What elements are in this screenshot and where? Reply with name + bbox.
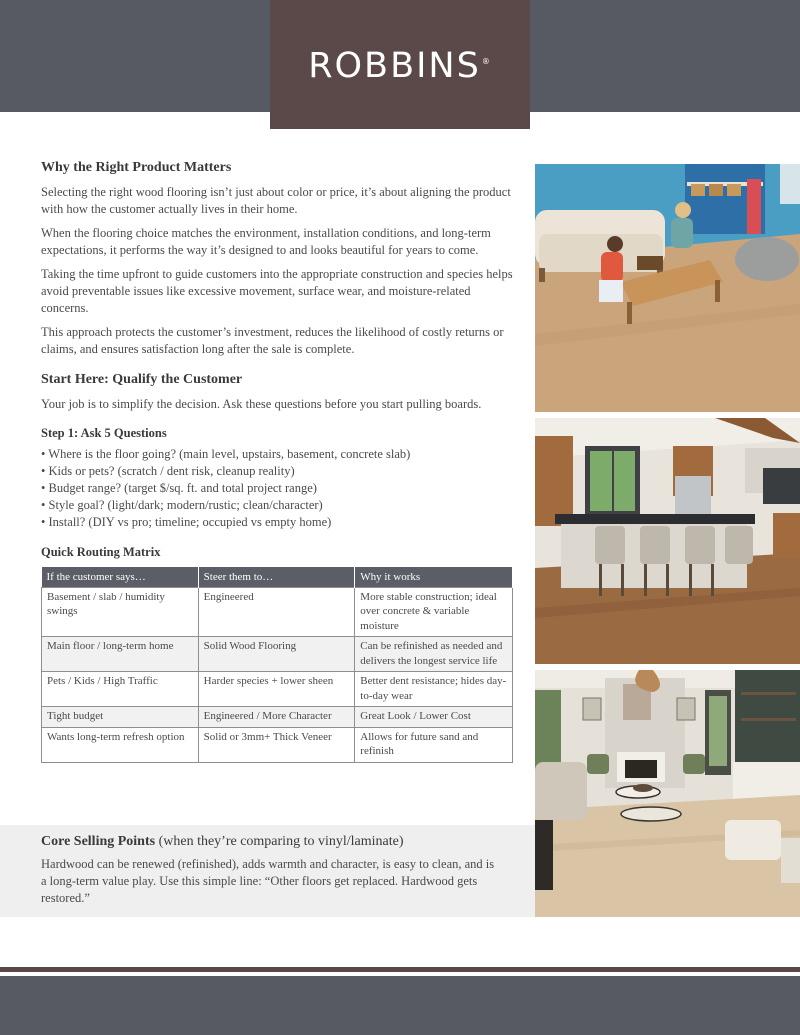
intro-paragraph: This approach protects the customer’s investment, reduces the likelihood of costly returns or claims, and ensures satisfaction long after the sale is complete. bbox=[41, 325, 504, 356]
table-row bbox=[42, 707, 513, 728]
table-row bbox=[42, 727, 513, 762]
intro-paragraph: When the flooring choice matches the environment, installation conditions, and long-term expectations, it performs the way it’s designed to and looks beautiful for years to come. bbox=[41, 226, 491, 257]
table-cell: Allows for future sand and refinish bbox=[355, 727, 513, 762]
table-row bbox=[42, 587, 513, 637]
column-header: Steer them to… bbox=[198, 567, 355, 587]
table-cell: Solid or 3mm+ Thick Veneer bbox=[198, 727, 355, 762]
intro-heading: Why the Right Product Matters bbox=[41, 160, 232, 175]
question-list bbox=[41, 446, 513, 531]
living-room-fireplace-photo bbox=[535, 670, 800, 917]
main-content bbox=[41, 160, 513, 763]
matrix-title: Quick Routing Matrix bbox=[41, 545, 161, 559]
table-header-row bbox=[42, 567, 513, 587]
question-item: • Kids or pets? (scratch / dent risk, cleanup reality) bbox=[41, 463, 513, 480]
intro-paragraph: Taking the time upfront to guide customers into the appropriate construction and species helps avoid preventable issues like excessive movement, surface wear, and moisture-related concerns. bbox=[41, 267, 513, 315]
table-cell: Engineered bbox=[198, 587, 355, 637]
footer-rule bbox=[0, 967, 800, 972]
table-cell: Tight budget bbox=[42, 707, 199, 728]
table-cell: Better dent resistance; hides day-to-day wear bbox=[355, 672, 513, 707]
question-item: • Install? (DIY vs pro; timeline; occupied vs empty home) bbox=[41, 514, 513, 531]
living-room-kids-photo bbox=[535, 164, 800, 412]
step-heading: Step 1: Ask 5 Questions bbox=[41, 426, 167, 440]
brand-name: ROBBINS® bbox=[308, 45, 492, 86]
brand-logo bbox=[270, 0, 530, 129]
table-cell: Great Look / Lower Cost bbox=[355, 707, 513, 728]
table-cell: Harder species + lower sheen bbox=[198, 672, 355, 707]
table-row bbox=[42, 672, 513, 707]
core-selling-points bbox=[41, 834, 501, 907]
table-cell: Pets / Kids / High Traffic bbox=[42, 672, 199, 707]
core-paragraph: Hardwood can be renewed (refinished), adds warmth and character, is easy to clean, and is a long-term value play. Use this simple line: “Other floors get replaced. Hardwood gets restored.” bbox=[41, 857, 495, 905]
kitchen-island-photo bbox=[535, 418, 800, 664]
table-row bbox=[42, 637, 513, 672]
qualify-paragraph: Your job is to simplify the decision. Ask these questions before you start pulling boards. bbox=[41, 397, 482, 411]
column-header: Why it works bbox=[355, 567, 513, 587]
table-cell: Wants long-term refresh option bbox=[42, 727, 199, 762]
table-cell: More stable construction; ideal over concrete & variable moisture bbox=[355, 587, 513, 637]
table-cell: Engineered / More Character bbox=[198, 707, 355, 728]
table-cell: Can be refinished as needed and delivers the longest service life bbox=[355, 637, 513, 672]
question-item: • Style goal? (light/dark; modern/rustic; clean/character) bbox=[41, 497, 513, 514]
table-cell: Solid Wood Flooring bbox=[198, 637, 355, 672]
table-cell: Basement / slab / humidity swings bbox=[42, 587, 199, 637]
question-item: • Where is the floor going? (main level, upstairs, basement, concrete slab) bbox=[41, 446, 513, 463]
intro-paragraph: Selecting the right wood flooring isn’t just about color or price, it’s about aligning the product with how the customer actually lives in their home. bbox=[41, 185, 511, 216]
table-cell: Main floor / long-term home bbox=[42, 637, 199, 672]
core-heading: Core Selling Points (when they’re comparing to vinyl/laminate) bbox=[41, 834, 404, 849]
column-header: If the customer says… bbox=[42, 567, 199, 587]
footer-band bbox=[0, 976, 800, 1035]
routing-matrix-table bbox=[41, 567, 513, 763]
question-item: • Budget range? (target $/sq. ft. and total project range) bbox=[41, 480, 513, 497]
qualify-heading: Start Here: Qualify the Customer bbox=[41, 372, 243, 387]
